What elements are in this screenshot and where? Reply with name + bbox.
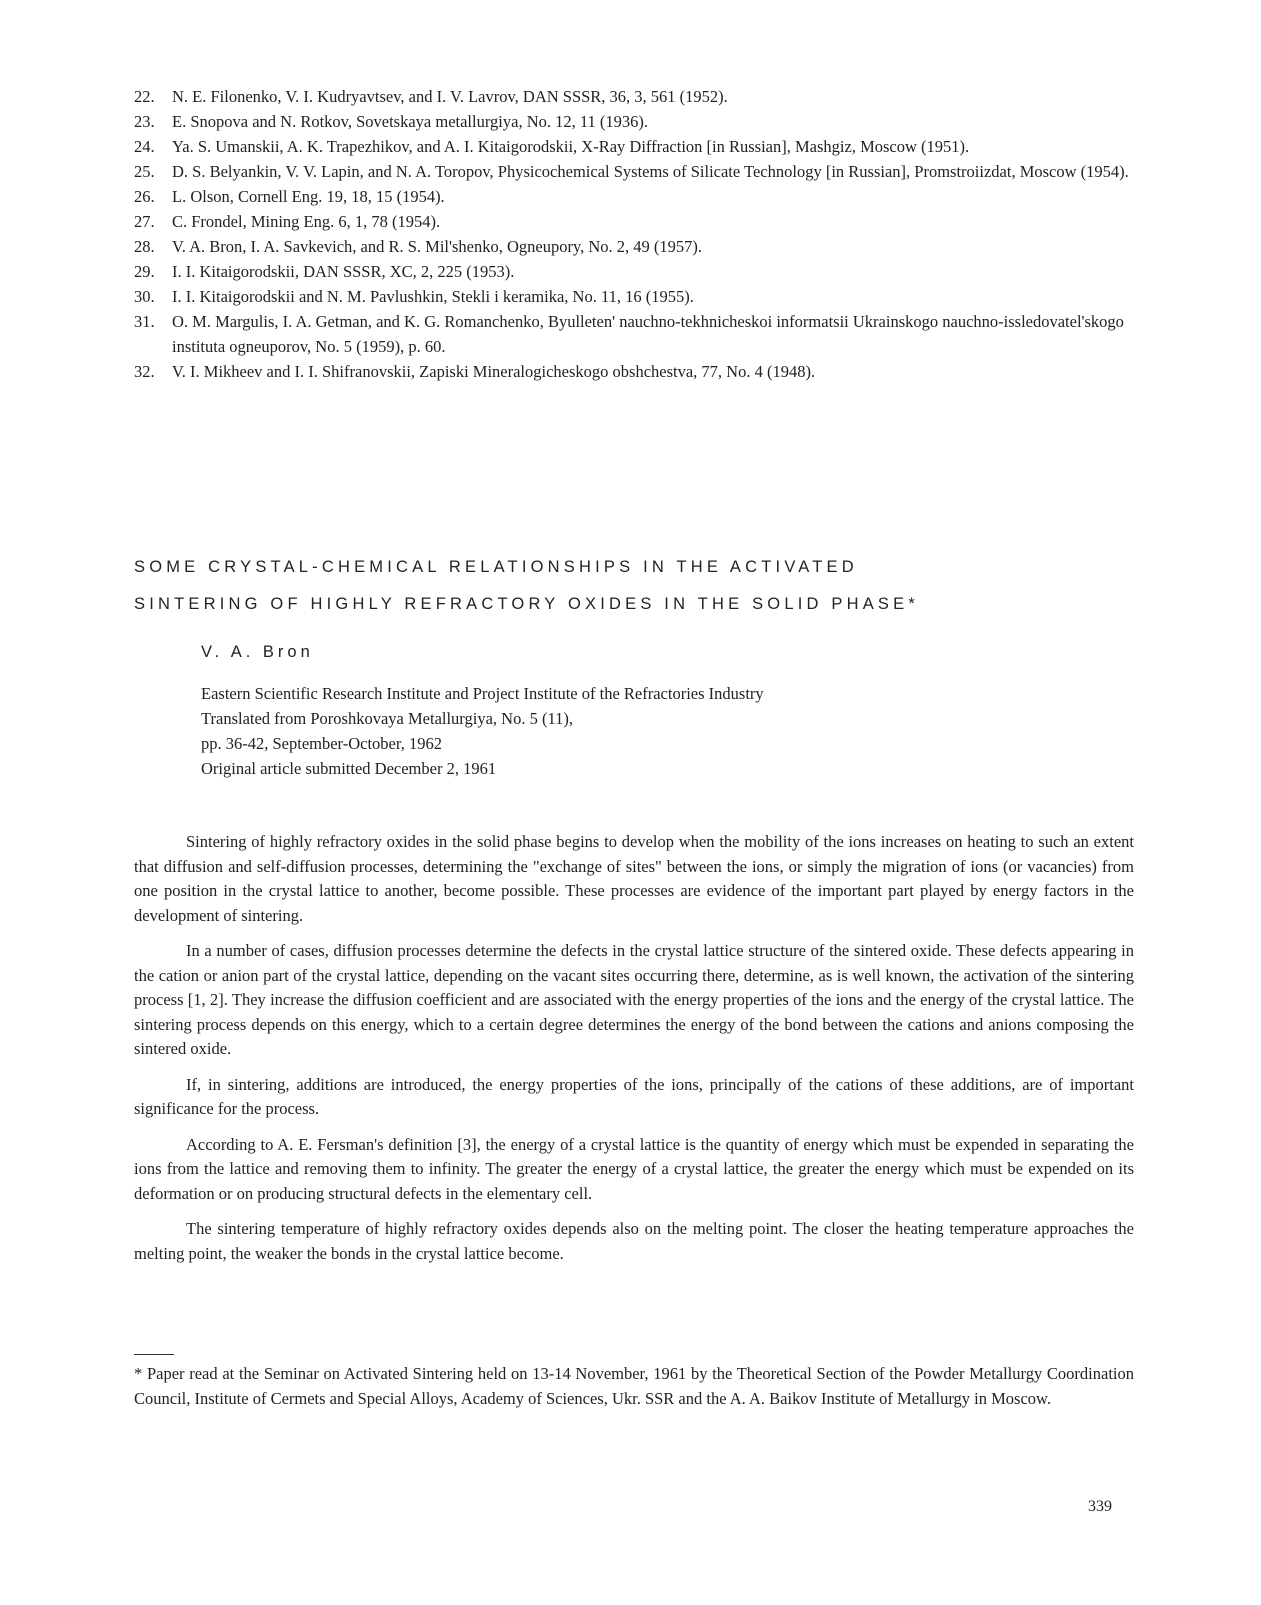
page-number: 339 xyxy=(1088,1498,1112,1515)
reference-text: Ya. S. Umanskii, A. K. Trapezhikov, and A. I. Kitaigorodskii, X-Ray Diffraction [in Russian], Mashgiz, Moscow (1951). xyxy=(172,137,970,156)
reference-item xyxy=(134,84,1134,109)
article-title-line-1: SOME CRYSTAL-CHEMICAL RELATIONSHIPS IN THE ACTIVATED xyxy=(134,558,858,576)
article-affiliation xyxy=(201,681,764,781)
affiliation-line: Original article submitted December 2, 1961 xyxy=(201,759,497,778)
reference-item xyxy=(134,109,1134,134)
reference-item xyxy=(134,209,1134,234)
reference-list xyxy=(134,84,1134,384)
reference-item xyxy=(134,284,1134,309)
affiliation-line: pp. 36-42, September-October, 1962 xyxy=(201,734,442,753)
affiliation-line: Translated from Poroshkovaya Metallurgiya, No. 5 (11), xyxy=(201,709,573,728)
footnote-divider xyxy=(134,1354,174,1355)
reference-text: O. M. Margulis, I. A. Getman, and K. G. Romanchenko, Byulleten' nauchno-tekhnicheskoi informatsii Ukrainskogo nauchno-issledovatel'skogo instituta ogneuporov, No. 5 (1959), p. 60. xyxy=(172,312,1124,356)
footnote: * Paper read at the Seminar on Activated Sintering held on 13-14 November, 1961 by the Theoretical Section of the Powder Metallurgy Coordination Council, Institute of Cermets and Special Alloys, Academy of Sciences, Ukr. SSR and the A. A. Baikov Institute of Metallurgy in Moscow. xyxy=(134,1364,1134,1408)
article-body xyxy=(134,830,1134,1277)
reference-number: 30. xyxy=(134,287,155,306)
reference-text: V. I. Mikheev and I. I. Shifranovskii, Zapiski Mineralogicheskogo obshchestva, 77, No. 4 (1948). xyxy=(172,362,816,381)
reference-text: C. Frondel, Mining Eng. 6, 1, 78 (1954). xyxy=(172,212,441,231)
reference-item xyxy=(134,234,1134,259)
reference-text: D. S. Belyankin, V. V. Lapin, and N. A. Toropov, Physicochemical Systems of Silicate Technology [in Russian], Promstroiizdat, Moscow (1954). xyxy=(172,162,1129,181)
reference-number: 26. xyxy=(134,187,155,206)
affiliation-line: Eastern Scientific Research Institute and Project Institute of the Refractories Industry xyxy=(201,684,764,703)
reference-number: 27. xyxy=(134,212,155,231)
reference-number: 23. xyxy=(134,112,155,131)
reference-number: 28. xyxy=(134,237,155,256)
body-paragraph: Sintering of highly refractory oxides in the solid phase begins to develop when the mobility of the ions increases on heating to such an extent that diffusion and self-diffusion processes, determining the "exchange of sites" between the ions, or simply the migration of ions (or vacancies) from one position in the crystal lattice to another, become possible. These processes are evidence of the important part played by energy factors in the development of sintering. xyxy=(134,832,1134,925)
reference-number: 22. xyxy=(134,87,155,106)
reference-number: 31. xyxy=(134,312,155,331)
reference-item xyxy=(134,259,1134,284)
body-paragraph: In a number of cases, diffusion processes determine the defects in the crystal lattice structure of the sintered oxide. These defects appearing in the cation or anion part of the crystal lattice, depending on the vacant sites occurring there, determine, as is well known, the activation of the sintering process [1, 2]. They increase the diffusion coefficient and are associated with the energy properties of the ions and the energy of the crystal lattice. The sintering process depends on this energy, which to a certain degree determines the energy of the bond between the cations and anions composing the sintered oxide. xyxy=(134,941,1134,1058)
reference-item xyxy=(134,184,1134,209)
body-paragraph: The sintering temperature of highly refractory oxides depends also on the melting point. The closer the heating temperature approaches the melting point, the weaker the bonds in the crystal lattice become. xyxy=(134,1219,1134,1263)
reference-text: I. I. Kitaigorodskii and N. M. Pavlushkin, Stekli i keramika, No. 11, 16 (1955). xyxy=(172,287,694,306)
reference-item xyxy=(134,359,1134,384)
reference-number: 32. xyxy=(134,362,155,381)
reference-text: E. Snopova and N. Rotkov, Sovetskaya metallurgiya, No. 12, 11 (1936). xyxy=(172,112,648,131)
body-paragraph: According to A. E. Fersman's definition [3], the energy of a crystal lattice is the quantity of energy which must be expended in separating the ions from the lattice and removing them to infinity. The greater the energy of a crystal lattice, the greater the energy which must be expended on its deformation or on producing structural defects in the elementary cell. xyxy=(134,1134,1134,1203)
article-author: V. A. Bron xyxy=(201,643,314,661)
reference-item xyxy=(134,159,1134,184)
body-paragraph: If, in sintering, additions are introduced, the energy properties of the ions, principally of the cations of these additions, are of important significance for the process. xyxy=(134,1074,1134,1118)
reference-text: V. A. Bron, I. A. Savkevich, and R. S. Mil'shenko, Ogneupory, No. 2, 49 (1957). xyxy=(172,237,703,256)
reference-number: 24. xyxy=(134,137,155,156)
reference-text: L. Olson, Cornell Eng. 19, 18, 15 (1954). xyxy=(172,187,445,206)
reference-item xyxy=(134,134,1134,159)
reference-item xyxy=(134,309,1134,359)
article-title-line-2: SINTERING OF HIGHLY REFRACTORY OXIDES IN THE SOLID PHASE* xyxy=(134,595,919,613)
reference-number: 25. xyxy=(134,162,155,181)
reference-text: N. E. Filonenko, V. I. Kudryavtsev, and I. V. Lavrov, DAN SSSR, 36, 3, 561 (1952). xyxy=(172,87,728,106)
reference-text: I. I. Kitaigorodskii, DAN SSSR, XC, 2, 225 (1953). xyxy=(172,262,515,281)
reference-number: 29. xyxy=(134,262,155,281)
